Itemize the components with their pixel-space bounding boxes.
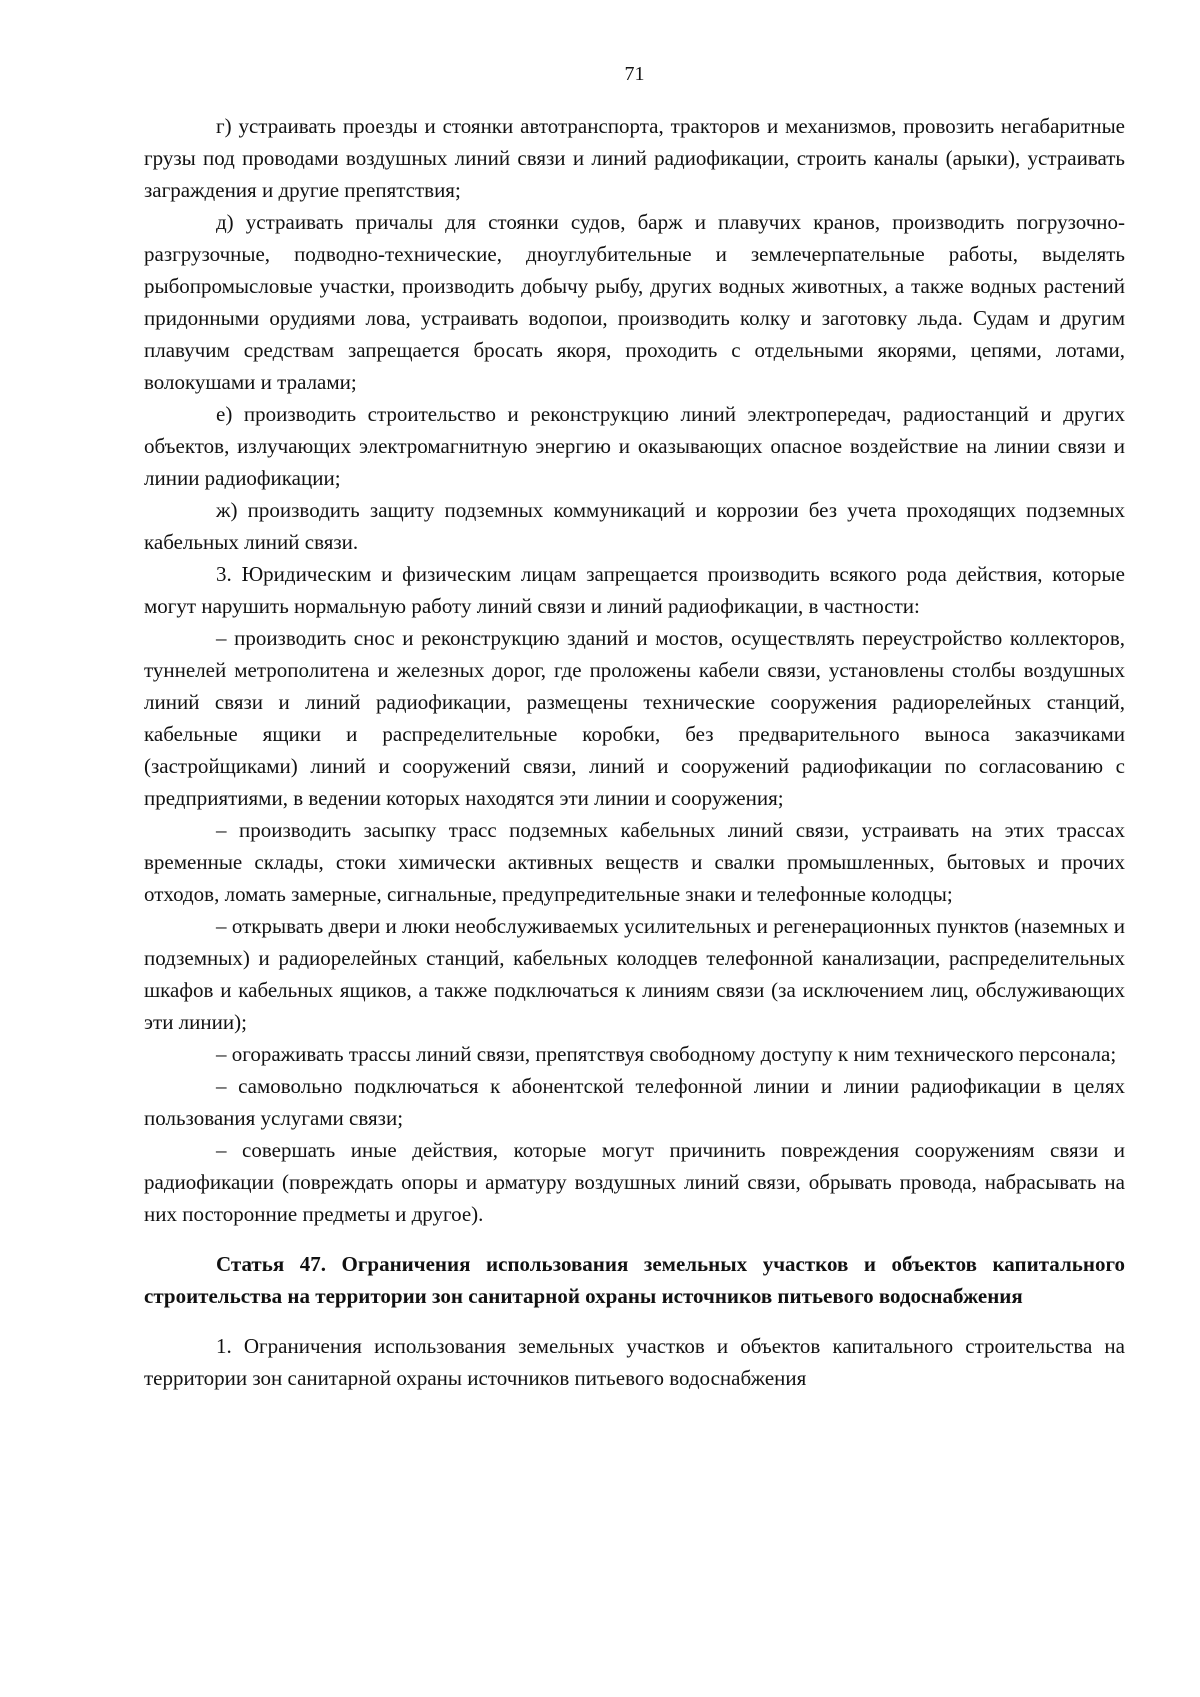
list-item-other-actions: – совершать иные действия, которые могут причинить повреждения сооружениям связи и радиофикации (повреждать опоры и арматуру воздушных линий связи, обрывать провода, набрасывать на них посторонние предметы и другое). (144, 1138, 1125, 1226)
paragraph-3: 3. Юридическим и физическим лицам запрещается производить всякого рода действия, которые могут нарушить нормальную работу линий связи и линий радиофикации, в частности: (144, 562, 1125, 618)
article-47-paragraph-1: 1. Ограничения использования земельных участков и объектов капитального строительства на территории зон санитарной охраны источников питьевого водоснабжения (144, 1334, 1125, 1390)
list-item-connect: – самовольно подключаться к абонентской телефонной линии и линии радиофикации в целях пользования услугами связи; (144, 1074, 1125, 1130)
list-item-open-doors: – открывать двери и люки необслуживаемых усилительных и регенерационных пунктов (наземных и подземных) и радиорелейных станций, кабельных колодцев телефонной канализации, распределительных шкафов и кабельных ящиков, а также подключаться к линиям связи (за исключением лиц, обслуживающих эти линии); (144, 914, 1125, 1034)
list-item-fencing: – огораживать трассы линий связи, препятствуя свободному доступу к ним технического персонала; (216, 1042, 1117, 1066)
paragraph-e: е) производить строительство и реконструкцию линий электропередач, радиостанций и других объектов, излучающих электромагнитную энергию и оказывающих опасное воздействие на линии связи и линии радиофикации; (144, 402, 1125, 490)
paragraph-g: г) устраивать проезды и стоянки автотранспорта, тракторов и механизмов, провозить негабаритные грузы под проводами воздушных линий связи и линий радиофикации, строить каналы (арыки), устраивать заграждения и другие препятствия; (144, 114, 1125, 202)
article-47-heading: Статья 47. Ограничения использования земельных участков и объектов капитального строительства на территории зон санитарной охраны источников питьевого водоснабжения (144, 1252, 1125, 1308)
paragraph-zh: ж) производить защиту подземных коммуникаций и коррозии без учета проходящих подземных кабельных линий связи. (144, 498, 1125, 554)
list-item-backfill: – производить засыпку трасс подземных кабельных линий связи, устраивать на этих трассах временные склады, стоки химически активных веществ и свалки промышленных, бытовых и прочих отходов, ломать замерные, сигнальные, предупредительные знаки и телефонные колодцы; (144, 818, 1125, 906)
list-item-demolition: – производить снос и реконструкцию зданий и мостов, осуществлять переустройство коллекторов, туннелей метрополитена и железных дорог, где проложены кабели связи, установлены столбы воздушных линий связи и линий радиофикации, размещены технические сооружения радиорелейных станций, кабельные ящики и распределительные коробки, без предварительного выноса заказчиками (застройщиками) линий и сооружений связи, линий и сооружений радиофикации по согласованию с предприятиями, в ведении которых находятся эти линии и сооружения; (144, 626, 1125, 810)
paragraph-d: д) устраивать причалы для стоянки судов, барж и плавучих кранов, производить погрузочно-разгрузочные, подводно-технические, дноуглубительные и землечерпательные работы, выделять рыбопромысловые участки, производить добычу рыбу, других водных животных, а также водных растений придонными орудиями лова, устраивать водопои, производить колку и заготовку льда. Судам и другим плавучим средствам запрещается бросать якоря, проходить с отдельными якорями, цепями, лотами, волокушами и тралами; (144, 210, 1125, 394)
page-number: 71 (624, 63, 645, 85)
